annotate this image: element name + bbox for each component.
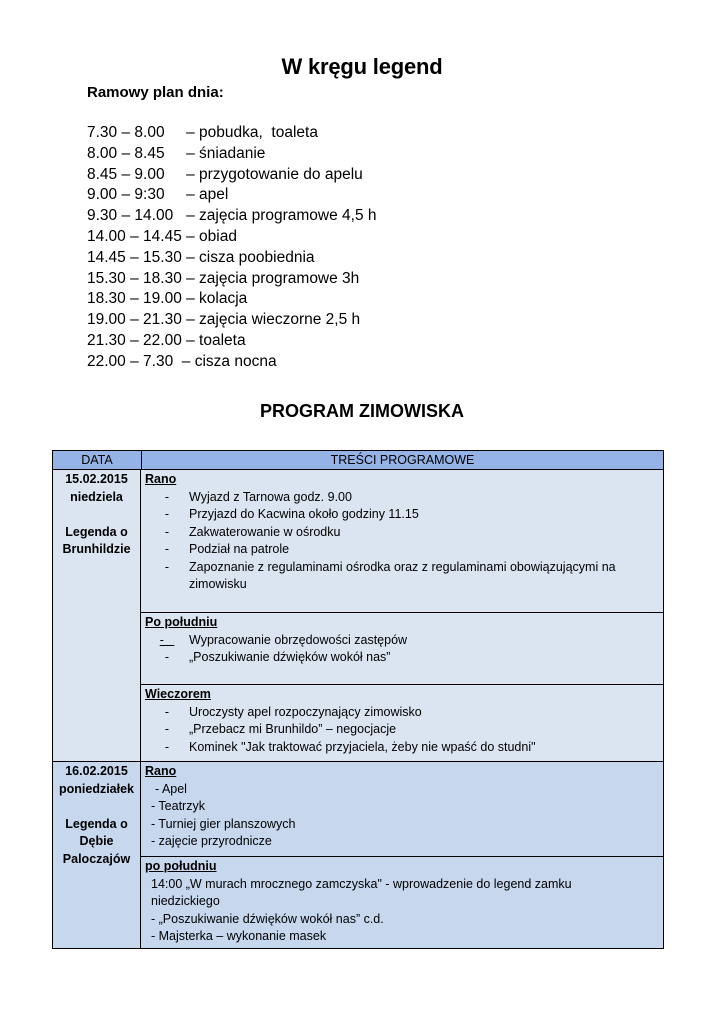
schedule-row: 8.45 – 9.00 – przygotowanie do apelu [87, 165, 363, 183]
list-item: - zajęcie przyrodnicze [151, 834, 272, 848]
list-item: - „Poszukiwanie dźwięków wokół nas” [164, 650, 391, 664]
program-title: PROGRAM ZIMOWISKA [260, 401, 464, 421]
list-item: - Teatrzyk [151, 799, 205, 813]
list-item: - Uroczysty apel rozpoczynający zimowisko [164, 704, 422, 719]
legend-name: Paloczajów [62, 851, 131, 866]
legend-name: Dębie [79, 834, 114, 848]
weekday: niedziela [70, 489, 123, 504]
block-heading: Rano [145, 764, 177, 778]
schedule-row: 21.30 – 22.00 – toaleta [87, 331, 246, 349]
block-heading: Po południu [145, 615, 218, 629]
list-item-continuation: niedzickiego [151, 894, 220, 908]
block-rano [141, 470, 663, 613]
schedule-row: 7.30 – 8.00 – pobudka, toaleta [87, 124, 318, 141]
block-heading: Rano [145, 472, 177, 486]
list-item: - Zapoznanie z regulaminami ośrodka oraz z regulaminami obowiązującymi na [164, 559, 616, 574]
table-header [53, 451, 663, 470]
list-item: - Kominek "Jak traktować przyjaciela, żeby nie wpaść do studni" [164, 739, 536, 754]
content-cell [141, 762, 663, 948]
content-cell [141, 470, 663, 761]
daily-plan-heading: Ramowy plan dnia: [87, 84, 224, 101]
schedule-row: 18.30 – 19.00 – kolacja [87, 290, 248, 308]
list-item: - Przyjazd do Kacwina około godziny 11.15 [164, 507, 419, 521]
list-item: - „Poszukiwanie dźwięków wokół nas” c.d. [151, 911, 384, 926]
list-item: - Majsterka – wykonanie masek [151, 929, 327, 943]
table-row-day2 [53, 762, 663, 948]
header-date: DATA [53, 451, 142, 469]
schedule-row: 8.00 – 8.45 – śniadanie [87, 144, 266, 162]
date-cell [53, 470, 141, 761]
list-item: 14:00 „W murach mrocznego zamczyska" - wprowadzenie do legend zamku [151, 876, 572, 891]
list-item: - Wypracowanie obrzędowości zastępów [159, 632, 408, 647]
list-item-continuation: zimowisku [189, 577, 247, 591]
table-row-day1 [53, 470, 663, 762]
schedule-row: 22.00 – 7.30 – cisza nocna [87, 352, 277, 370]
date: 15.02.2015 [65, 472, 128, 486]
list-item: - „Przebacz mi Brunhildo” – negocjacje [164, 722, 397, 736]
header-content: TREŚCI PROGRAMOWE [330, 453, 475, 467]
block-wieczorem [141, 685, 663, 761]
block-heading: po południu [145, 859, 217, 873]
schedule-row: 15.30 – 18.30 – zajęcia programowe 3h [87, 269, 360, 287]
program-table [52, 450, 664, 949]
legend-name: Legenda o [65, 816, 128, 831]
block-rano [141, 762, 663, 857]
date: 16.02.2015 [65, 764, 128, 778]
legend-name: Brunhildzie [62, 542, 131, 556]
block-heading: Wieczorem [145, 687, 211, 701]
list-item: - Wyjazd z Tarnowa godz. 9.00 [164, 489, 352, 504]
schedule-row: 9.30 – 14.00 – zajęcia programowe 4,5 h [87, 207, 377, 225]
block-po-poludniu [141, 857, 663, 948]
date-cell [53, 762, 141, 948]
schedule-row: 14.00 – 14.45 – obiad [87, 227, 237, 245]
schedule-row: 14.45 – 15.30 – cisza poobiednia [87, 248, 315, 266]
weekday: poniedziałek [58, 781, 135, 796]
legend-name: Legenda o [65, 524, 128, 539]
list-item: - Turniej gier planszowych [151, 816, 296, 831]
schedule-row: 19.00 – 21.30 – zajęcia wieczorne 2,5 h [87, 311, 361, 329]
daily-schedule [87, 123, 377, 373]
block-po-poludniu [141, 613, 663, 685]
document-title: W kręgu legend [281, 54, 443, 79]
schedule-row: 9.00 – 9:30 – apel [87, 186, 229, 204]
list-item: - Podział na patrole [164, 542, 290, 556]
list-item: - Apel [155, 781, 187, 796]
list-item: - Zakwaterowanie w ośrodku [164, 524, 341, 539]
